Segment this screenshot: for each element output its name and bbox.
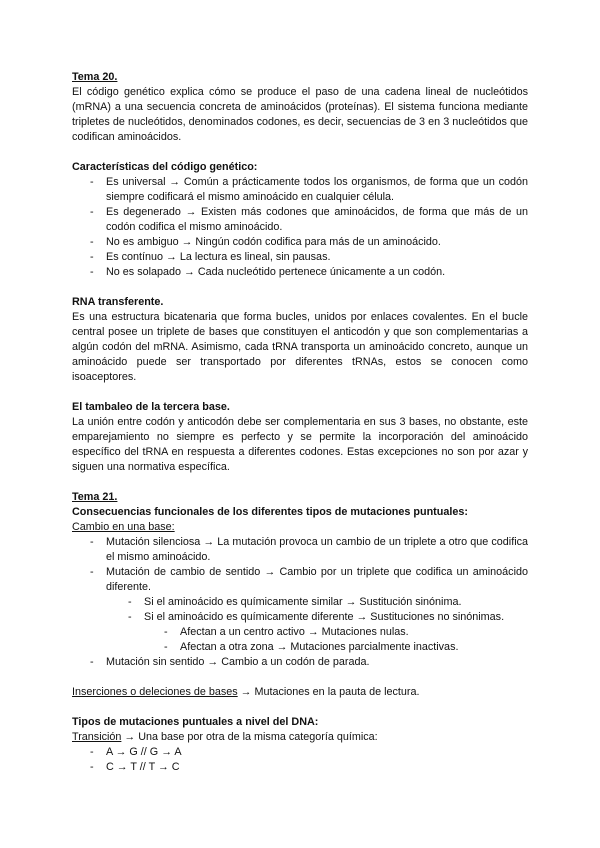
- list-item: - Afectan a otra zona → Mutaciones parcialmente inactivas.: [72, 640, 528, 655]
- indel-description: → Mutaciones en la pauta de lectura.: [237, 686, 420, 698]
- tema-20-title: Tema 20.: [72, 71, 118, 83]
- list-item: - Mutación sin sentido → Cambio a un codón de parada.: [72, 655, 528, 670]
- single-base-change-subheading: Cambio en una base:: [72, 521, 175, 533]
- list-item: - Si el aminoácido es químicamente diferente → Sustituciones no sinónimas.: [72, 610, 528, 625]
- genetic-code-intro: El código genético explica cómo se produce el paso de una cadena lineal de nucleótidos (mRNA) a una secuencia concreta de aminoácidos (proteínas). El sistema funciona mediante tripletes de nucleótidos, denominados codones, es decir, secuencias de 3 en 3 nucleótidos que codifican aminoácidos.: [72, 86, 528, 143]
- characteristics-list: [72, 175, 528, 280]
- transition-list: [72, 745, 528, 775]
- trna-heading: RNA transferente.: [72, 296, 164, 308]
- list-item: - Es universal → Común a prácticamente todos los organismos, de forma que un codón siempre codificará el mismo aminoácido en cualquier célula.: [72, 175, 528, 205]
- mutation-types-list: [72, 535, 528, 670]
- list-item: - C → T // T → C: [72, 760, 528, 775]
- indel-term: Inserciones o deleciones de bases: [72, 686, 238, 698]
- trna-paragraph: Es una estructura bicatenaria que forma bucles, unidos por enlaces covalentes. En el bucle central posee un triplete de bases que constituyen el anticodón y que son complementarias a algún codón del mRNA. Asimismo, cada tRNA transporta un aminoácido concreto, aunque un aminoácido puede ser transportado por diferentes tRNAs, estos se conocen como isoaceptores.: [72, 311, 528, 383]
- transition-term: Transición: [72, 731, 122, 743]
- list-item: - Es degenerado → Existen más codones que aminoácidos, de forma que más de un codón codifica el mismo aminoácido.: [72, 205, 528, 235]
- transition-line: [72, 730, 528, 745]
- list-item: - Si el aminoácido es químicamente similar → Sustitución sinónima.: [72, 595, 528, 610]
- list-item: - Afectan a un centro activo → Mutaciones nulas.: [72, 625, 528, 640]
- list-item: - No es solapado → Cada nucleótido pertenece únicamente a un codón.: [72, 265, 528, 280]
- transition-description: → Una base por otra de la misma categoría química:: [121, 731, 378, 743]
- dna-mutations-heading: Tipos de mutaciones puntuales a nivel del DNA:: [72, 716, 319, 728]
- list-item: - Es contínuo → La lectura es lineal, sin pausas.: [72, 250, 528, 265]
- tema-21-title: Tema 21.: [72, 491, 118, 503]
- list-item: - A → G // G → A: [72, 745, 528, 760]
- list-item: - Mutación silenciosa → La mutación provoca un cambio de un triplete a otro que codifica el mismo aminoácido.: [72, 535, 528, 565]
- wobble-paragraph: La unión entre codón y anticodón debe ser complementaria en sus 3 bases, no obstante, este emparejamiento no siempre es perfecto y se permite la incorporación del aminoácido específico del tRNA en respuesta a diferentes codones. Estas excepciones no son por azar y siguen una normativa específica.: [72, 416, 528, 473]
- list-item: - Mutación de cambio de sentido → Cambio por un triplete que codifica un aminoácido diferente.: [72, 565, 528, 595]
- mutations-heading: Consecuencias funcionales de los diferentes tipos de mutaciones puntuales:: [72, 506, 468, 518]
- characteristics-heading: Características del código genético:: [72, 161, 258, 173]
- indel-line: [72, 685, 528, 700]
- wobble-heading: El tambaleo de la tercera base.: [72, 401, 230, 413]
- list-item: - No es ambiguo → Ningún codón codifica para más de un aminoácido.: [72, 235, 528, 250]
